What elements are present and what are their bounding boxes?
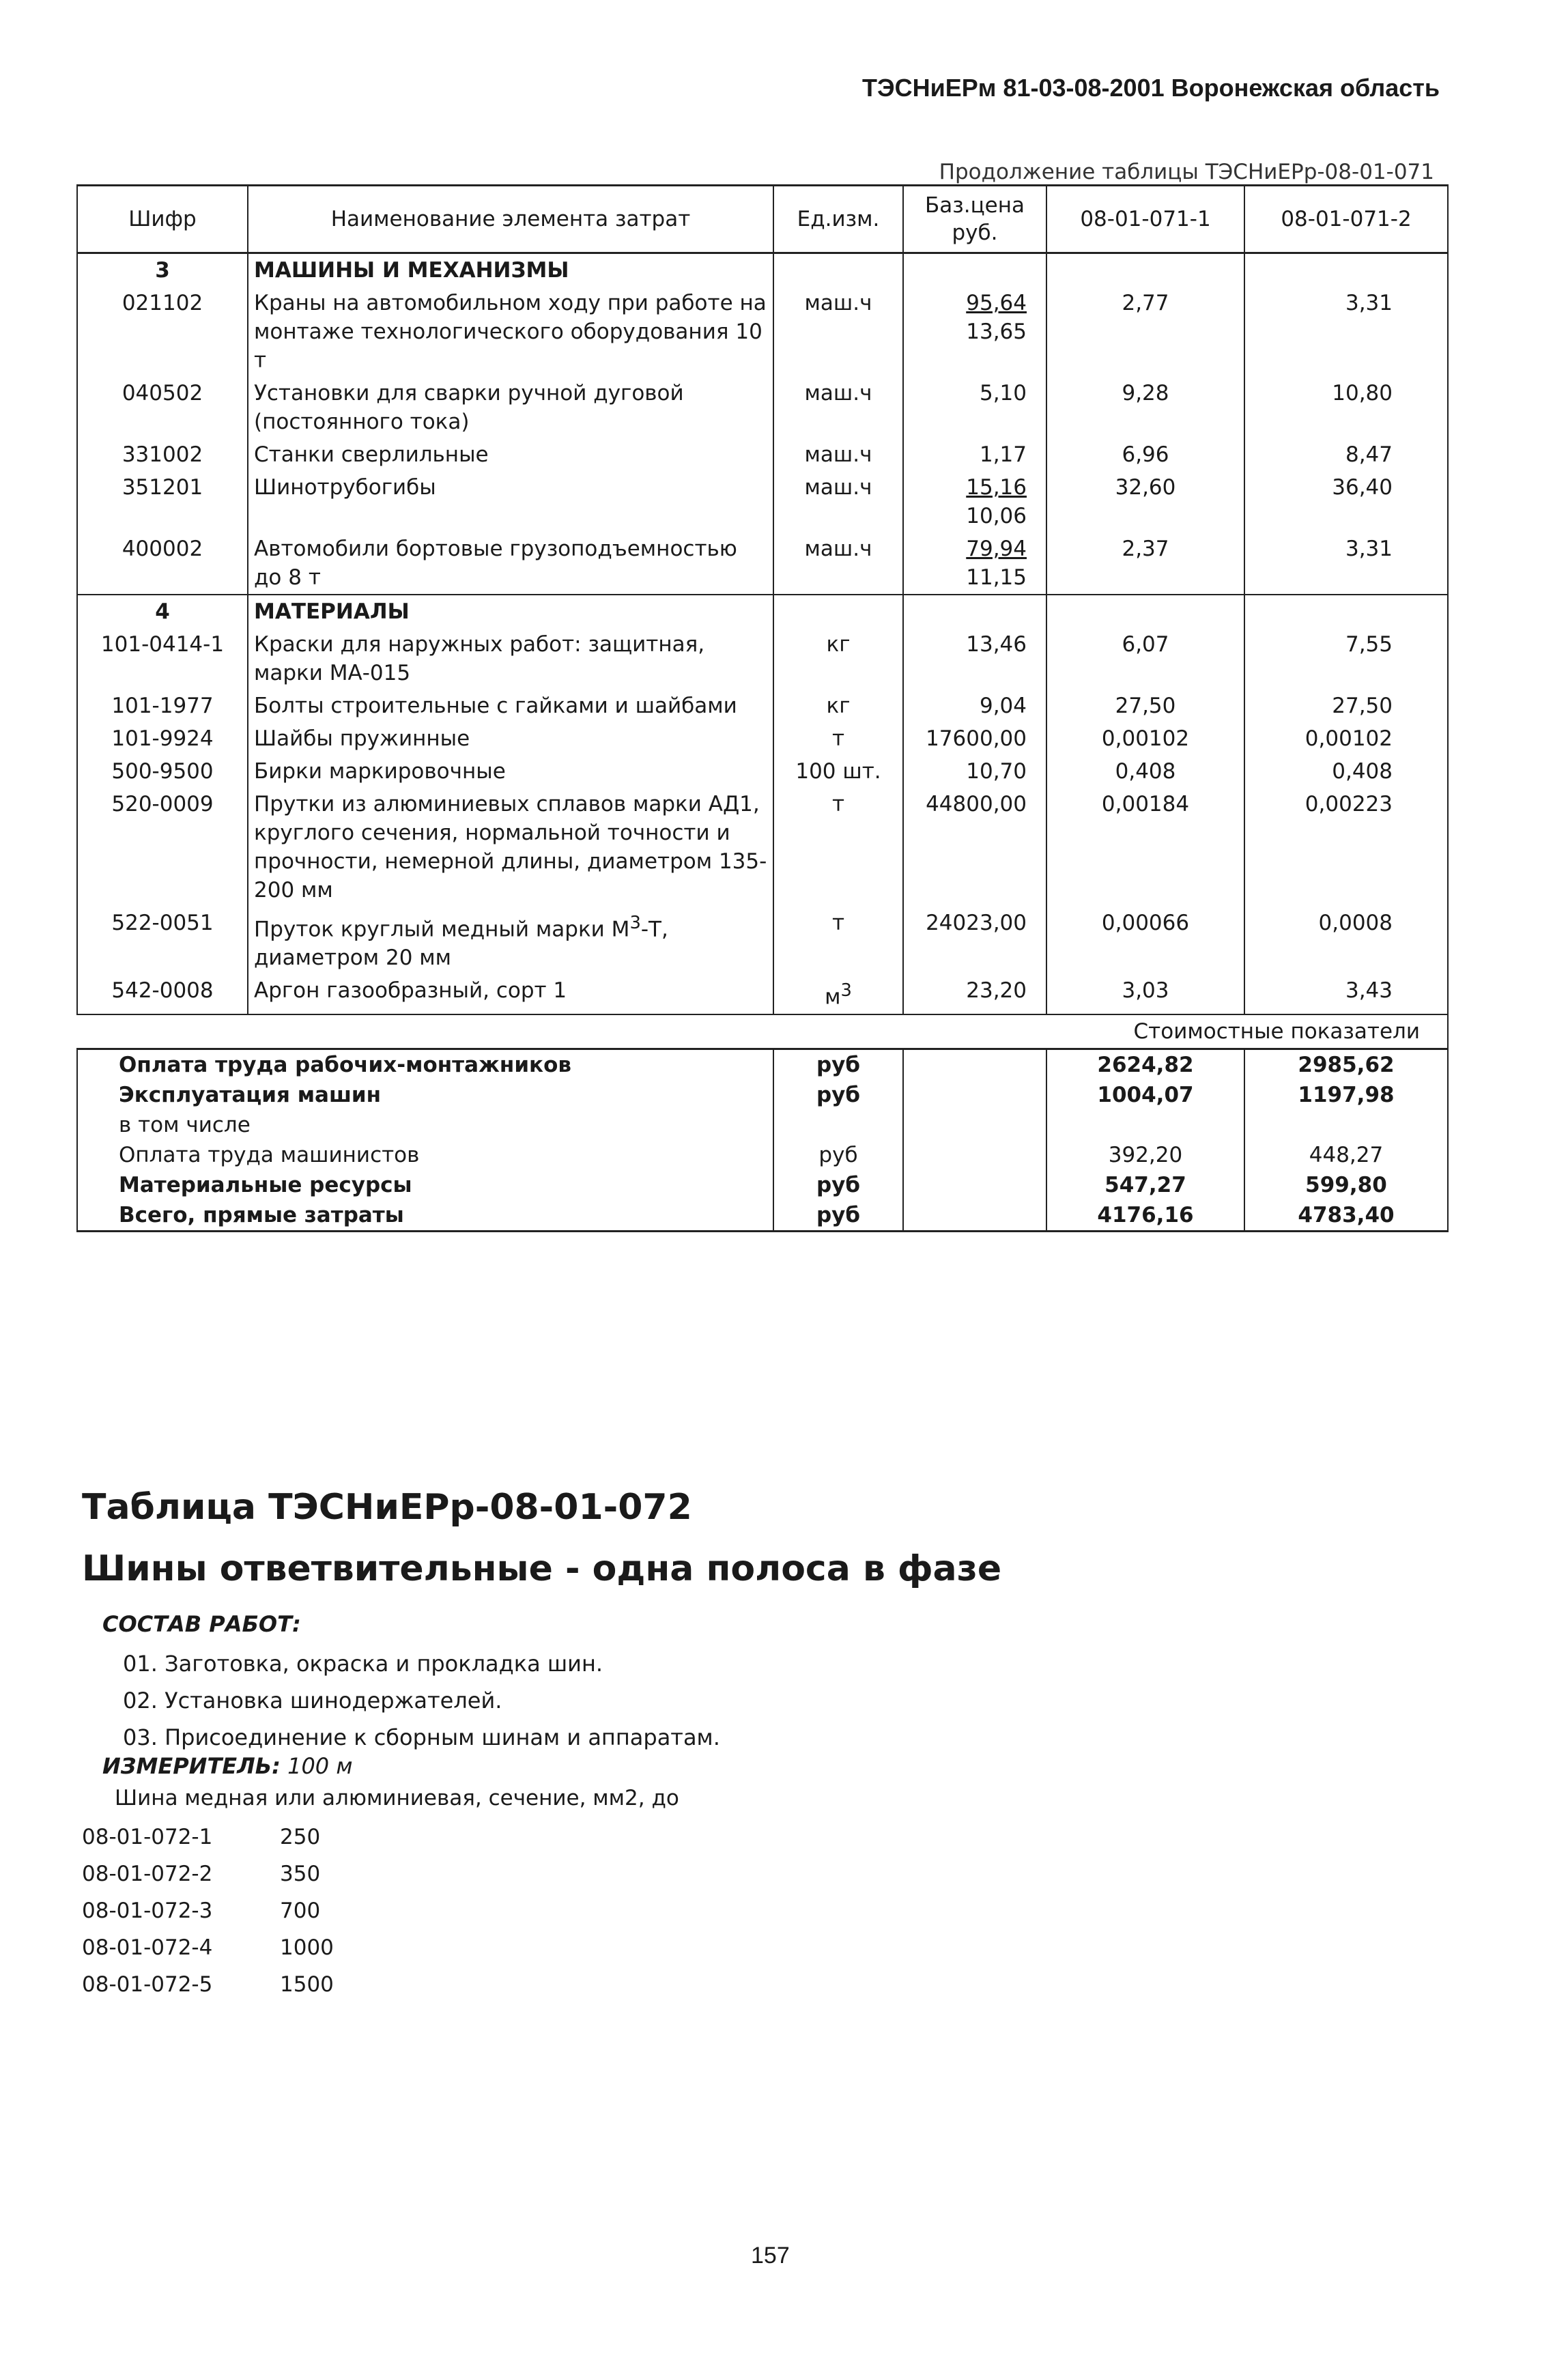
- row-unit: кг: [773, 689, 903, 722]
- row-unit: маш.ч: [773, 471, 903, 532]
- row-price: 10,70: [903, 755, 1046, 788]
- cost-value-2: 448,27: [1244, 1140, 1448, 1170]
- table-header-row: [77, 186, 1448, 253]
- section-row: [77, 595, 1448, 628]
- row-unit: маш.ч: [773, 287, 903, 377]
- section-number: 4: [77, 595, 248, 628]
- resource-table: [76, 184, 1449, 1232]
- row-name: Станки сверлильные: [248, 438, 773, 471]
- col-header: Шифр: [77, 186, 248, 253]
- price-secondary: 10,06: [966, 504, 1027, 528]
- col-header: Наименование элемента затрат: [248, 186, 773, 253]
- row-value-2: 7,55: [1244, 628, 1448, 689]
- cost-value-1: 1004,07: [1046, 1080, 1244, 1110]
- row-code: 101-0414-1: [77, 628, 248, 689]
- cost-row: [77, 1140, 1448, 1170]
- row-unit: [773, 974, 903, 1014]
- cost-unit: руб: [773, 1140, 903, 1170]
- row-name: [248, 907, 773, 974]
- row-value-1: 6,07: [1046, 628, 1244, 689]
- norm-code: 08-01-072-4: [82, 1935, 213, 1960]
- row-name: Болты строительные с гайками и шайбами: [248, 689, 773, 722]
- norm-value: 250: [280, 1825, 321, 1849]
- row-unit: т: [773, 788, 903, 907]
- row-code: 040502: [77, 377, 248, 438]
- row-price: 24023,00: [903, 907, 1046, 974]
- cost-value-2: 599,80: [1244, 1170, 1448, 1200]
- cost-value-2: 2985,62: [1244, 1049, 1448, 1080]
- norm-item: [82, 1856, 334, 1892]
- row-code: 101-1977: [77, 689, 248, 722]
- row-name-superscript: 3: [629, 913, 641, 933]
- cost-row: [77, 1049, 1448, 1080]
- row-value-2: 3,43: [1244, 974, 1448, 1014]
- row-price: 1,17: [903, 438, 1046, 471]
- row-price: 44800,00: [903, 788, 1046, 907]
- table-continuation-label: Продолжение таблицы ТЭСНиЕРр-08-01-071: [939, 160, 1434, 184]
- row-value-1: 3,03: [1046, 974, 1244, 1014]
- row-code: 400002: [77, 532, 248, 595]
- section-row: [77, 253, 1448, 287]
- col-header: Баз.цена руб.: [903, 186, 1046, 253]
- price-secondary: 13,65: [966, 319, 1027, 344]
- price-value: 79,94: [966, 537, 1027, 561]
- row-unit: маш.ч: [773, 377, 903, 438]
- cost-header-row: [77, 1014, 1448, 1049]
- row-code: 021102: [77, 287, 248, 377]
- row-code: 331002: [77, 438, 248, 471]
- cost-unit: руб: [773, 1200, 903, 1232]
- cost-value-2: 1197,98: [1244, 1080, 1448, 1110]
- work-item: 03. Присоединение к сборным шинам и аппаратам.: [123, 1724, 720, 1750]
- row-name: Краны на автомобильном ходу при работе на монтаже технологического оборудования 10 т: [248, 287, 773, 377]
- norm-value: 700: [280, 1899, 321, 1923]
- table-row: [77, 471, 1448, 532]
- norm-value: 1000: [280, 1935, 334, 1960]
- cost-value-1: [1046, 1110, 1244, 1140]
- cost-row: [77, 1080, 1448, 1110]
- row-name: Шайбы пружинные: [248, 722, 773, 755]
- table-row: [77, 287, 1448, 377]
- row-value-2: 3,31: [1244, 287, 1448, 377]
- row-value-1: 0,408: [1046, 755, 1244, 788]
- row-value-1: 27,50: [1046, 689, 1244, 722]
- row-code: 500-9500: [77, 755, 248, 788]
- table2-title: Таблица ТЭСНиЕРр-08-01-072: [82, 1487, 692, 1528]
- row-price: 13,46: [903, 628, 1046, 689]
- row-price: 23,20: [903, 974, 1046, 1014]
- cost-header: Стоимостные показатели: [77, 1014, 1448, 1049]
- row-value-2: 36,40: [1244, 471, 1448, 532]
- table2-subtitle: Шины ответвительные - одна полоса в фазе: [82, 1548, 1002, 1589]
- norm-list: [82, 1819, 334, 2003]
- row-name: Краски для наружных работ: защитная, марки МА-015: [248, 628, 773, 689]
- row-name: Автомобили бортовые грузоподъемностью до 8 т: [248, 532, 773, 595]
- table-row: [77, 532, 1448, 595]
- row-value-1: 32,60: [1046, 471, 1244, 532]
- unit-superscript: 3: [840, 980, 852, 1001]
- row-value-1: 6,96: [1046, 438, 1244, 471]
- cost-row: [77, 1170, 1448, 1200]
- row-price: 5,10: [903, 377, 1046, 438]
- row-price: [903, 532, 1046, 595]
- row-price: 17600,00: [903, 722, 1046, 755]
- cost-label: Всего, прямые затраты: [77, 1200, 773, 1232]
- table-row: [77, 628, 1448, 689]
- cost-value-1: 547,27: [1046, 1170, 1244, 1200]
- row-name: Прутки из алюминиевых сплавов марки АД1, круглого сечения, нормальной точности и прочности, немерной длины, диаметром 135-200 мм: [248, 788, 773, 907]
- cost-label: Эксплуатация машин: [77, 1080, 773, 1110]
- cost-value-1: 392,20: [1046, 1140, 1244, 1170]
- row-value-2: 0,0008: [1244, 907, 1448, 974]
- table-row: [77, 788, 1448, 907]
- row-unit: маш.ч: [773, 532, 903, 595]
- section-title: МАТЕРИАЛЫ: [248, 595, 773, 628]
- row-value-2: 0,00102: [1244, 722, 1448, 755]
- cost-unit: руб: [773, 1170, 903, 1200]
- cost-row: [77, 1200, 1448, 1232]
- price-secondary: 11,15: [966, 565, 1027, 590]
- table-row: [77, 755, 1448, 788]
- row-value-1: 0,00184: [1046, 788, 1244, 907]
- row-value-2: 3,31: [1244, 532, 1448, 595]
- cost-label: в том числе: [77, 1110, 773, 1140]
- work-item: 01. Заготовка, окраска и прокладка шин.: [123, 1651, 603, 1677]
- norm-item: [82, 1966, 334, 2003]
- row-value-1: 0,00066: [1046, 907, 1244, 974]
- cost-label: Материальные ресурсы: [77, 1170, 773, 1200]
- row-value-2: 8,47: [1244, 438, 1448, 471]
- row-value-2: 27,50: [1244, 689, 1448, 722]
- row-value-1: 2,77: [1046, 287, 1244, 377]
- meter-line: [102, 1753, 352, 1779]
- cost-label: Оплата труда рабочих-монтажников: [77, 1049, 773, 1080]
- price-value: 95,64: [966, 291, 1027, 315]
- row-name-part: -Т, диаметром 20 мм: [254, 917, 668, 971]
- meter-description: Шина медная или алюминиевая, сечение, мм2, до: [115, 1786, 679, 1810]
- norm-item: [82, 1929, 334, 1966]
- row-price: [903, 287, 1046, 377]
- row-name: Аргон газообразный, сорт 1: [248, 974, 773, 1014]
- norm-item: [82, 1819, 334, 1856]
- row-name-part: Пруток круглый медный марки М: [254, 917, 630, 942]
- row-code: 542-0008: [77, 974, 248, 1014]
- section-number: 3: [77, 253, 248, 287]
- row-name: Шинотрубогибы: [248, 471, 773, 532]
- row-code: 520-0009: [77, 788, 248, 907]
- table-row: [77, 438, 1448, 471]
- norm-code: 08-01-072-3: [82, 1899, 213, 1923]
- row-value-1: 2,37: [1046, 532, 1244, 595]
- row-code: 522-0051: [77, 907, 248, 974]
- works-list: [123, 1645, 720, 1756]
- row-value-1: 0,00102: [1046, 722, 1244, 755]
- col-header: 08-01-071-1: [1046, 186, 1244, 253]
- table-row: [77, 974, 1448, 1014]
- meter-label: ИЗМЕРИТЕЛЬ:: [102, 1753, 281, 1779]
- col-header: 08-01-071-2: [1244, 186, 1448, 253]
- section-title: МАШИНЫ И МЕХАНИЗМЫ: [248, 253, 773, 287]
- cost-value-2: 4783,40: [1244, 1200, 1448, 1232]
- row-unit: кг: [773, 628, 903, 689]
- norm-code: 08-01-072-2: [82, 1862, 213, 1886]
- col-header: Ед.изм.: [773, 186, 903, 253]
- unit-base: м: [825, 984, 841, 1010]
- meter-value: 100 м: [287, 1753, 353, 1779]
- table-row: [77, 689, 1448, 722]
- cost-unit: руб: [773, 1080, 903, 1110]
- norm-code: 08-01-072-1: [82, 1825, 213, 1849]
- row-price: 9,04: [903, 689, 1046, 722]
- norm-code: 08-01-072-5: [82, 1972, 213, 1997]
- cost-unit: [773, 1110, 903, 1140]
- row-code: 351201: [77, 471, 248, 532]
- row-unit: т: [773, 722, 903, 755]
- norm-value: 350: [280, 1862, 321, 1886]
- table-row: [77, 907, 1448, 974]
- price-value: 15,16: [966, 475, 1027, 500]
- row-value-2: 0,408: [1244, 755, 1448, 788]
- norm-item: [82, 1892, 334, 1929]
- row-code: 101-9924: [77, 722, 248, 755]
- row-value-2: 10,80: [1244, 377, 1448, 438]
- page-number: 157: [751, 2243, 790, 2269]
- row-name: Бирки маркировочные: [248, 755, 773, 788]
- table-row: [77, 377, 1448, 438]
- row-unit: маш.ч: [773, 438, 903, 471]
- row-value-1: 9,28: [1046, 377, 1244, 438]
- works-label: СОСТАВ РАБОТ:: [102, 1611, 301, 1637]
- cost-row: [77, 1110, 1448, 1140]
- cost-value-1: 4176,16: [1046, 1200, 1244, 1232]
- cost-value-2: [1244, 1110, 1448, 1140]
- row-unit: т: [773, 907, 903, 974]
- row-name: Установки для сварки ручной дуговой (постоянного тока): [248, 377, 773, 438]
- table-row: [77, 722, 1448, 755]
- document-header: ТЭСНиЕРм 81-03-08-2001 Воронежская область: [862, 74, 1440, 102]
- cost-unit: руб: [773, 1049, 903, 1080]
- work-item: 02. Установка шинодержателей.: [123, 1688, 502, 1714]
- row-value-2: 0,00223: [1244, 788, 1448, 907]
- cost-label: Оплата труда машинистов: [77, 1140, 773, 1170]
- norm-value: 1500: [280, 1972, 334, 1997]
- row-price: [903, 471, 1046, 532]
- cost-value-1: 2624,82: [1046, 1049, 1244, 1080]
- row-unit: 100 шт.: [773, 755, 903, 788]
